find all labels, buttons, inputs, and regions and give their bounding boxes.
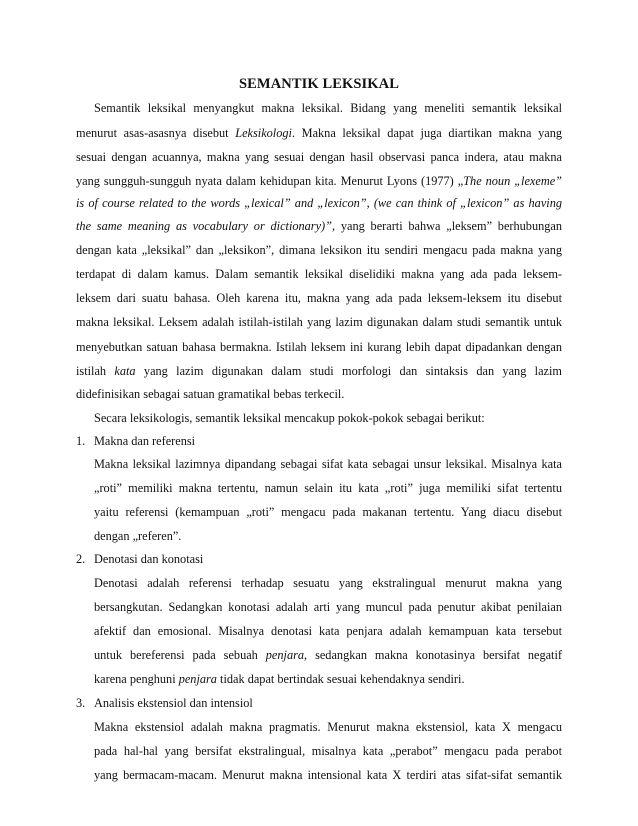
list-number: 3.	[76, 696, 86, 710]
paragraph-line: istilah kata yang lazim digunakan dalam studi morfologi dan sintaksis dan yang lazim	[76, 364, 562, 378]
paragraph-line: yang sungguh-sungguh nyata dalam kehidupan kita. Menurut Lyons (1977) „The noun „lexeme”	[76, 174, 562, 188]
document-title: SEMANTIK LEKSIKAL	[238, 76, 400, 92]
paragraph-line: sesuai dengan acuannya, makna yang sesuai dengan hasil observasi panca indera, atau makna	[76, 150, 562, 164]
list-line: yaitu referensi (kemampuan „roti” mengacu pada makanan tertentu. Yang diacu disebut	[94, 505, 562, 519]
list-line: „roti” memiliki makna tertentu, namun selain itu kata „roti” juga memiliki sifat tertentu	[94, 481, 562, 495]
list-line: dengan „referen”.	[94, 529, 182, 543]
paragraph-line	[76, 195, 562, 211]
list-line: Denotasi adalah referensi terhadap sesuatu yang ekstralingual menurut makna yang	[94, 576, 562, 590]
list-number: 1.	[76, 434, 86, 448]
emphasis-text: Leksikologi	[235, 126, 292, 140]
paragraph-line: terdapat di dalam kamus. Dalam semantik leksikal diselidiki makna yang ada pada leksem-	[76, 267, 562, 281]
list-heading: Denotasi dan konotasi	[94, 552, 204, 566]
list-line: Makna leksikal lazimnya dipandang sebagai sifat kata sebagai unsur leksikal. Misalnya kata	[94, 457, 562, 471]
emphasis-text: kata	[114, 364, 136, 378]
paragraph-line: Semantik leksikal menyangkut makna leksikal. Bidang yang meneliti semantik leksikal	[94, 101, 562, 115]
paragraph-line: menurut asas-asasnya disebut Leksikologi. Makna leksikal dapat juga diartikan makna yang	[76, 126, 562, 140]
quote-text: is of course related to the words „lexical” and „lexicon”, (we can think of „lexicon” as having	[76, 196, 562, 210]
list-line: bersangkutan. Sedangkan konotasi adalah arti yang muncul pada penutur akibat penilaian	[94, 600, 562, 614]
emphasis-text: penjara	[178, 672, 217, 686]
list-heading: Makna dan referensi	[94, 434, 196, 448]
list-heading: Analisis ekstensiol dan intensiol	[94, 696, 253, 710]
list-line: yang bermacam-macam. Menurut makna intensional kata X terdiri atas sifat-sifat semantik	[94, 768, 562, 782]
paragraph-line: leksem dari suatu bahasa. Oleh karena itu, makna yang ada pada leksem-leksem itu disebut	[76, 291, 562, 305]
list-intro: Secara leksikologis, semantik leksikal mencakup pokok-pokok sebagai berikut:	[94, 411, 485, 425]
paragraph-line: the same meaning as vocabulary or dictionary)”, yang berarti bahwa „leksem” berhubungan	[76, 219, 562, 233]
paragraph-line: dengan kata „leksikal” dan „leksikon”, dimana leksikon itu sendiri mengacu pada makna yang	[76, 243, 562, 257]
quote-text: the same meaning as vocabulary or dictionary)”,	[76, 219, 336, 233]
paragraph-line: menyebutkan satuan bahasa bermakna. Istilah leksem ini kurang lebih dapat dipadankan dengan	[76, 340, 562, 354]
paragraph-line: makna leksikal. Leksem adalah istilah-istilah yang lazim digunakan dalam studi semantik untuk	[76, 315, 562, 329]
list-line: afektif dan emosional. Misalnya denotasi kata penjara adalah kemampuan kata tersebut	[94, 624, 562, 638]
emphasis-text: penjara	[265, 648, 305, 662]
list-line: untuk bereferensi pada sebuah penjara, sedangkan makna konotasinya bersifat negatif	[94, 648, 562, 662]
quote-text: The noun „lexeme”	[463, 174, 562, 188]
list-line: Makna ekstensiol adalah makna pragmatis. Menurut makna ekstensiol, kata X mengacu	[94, 720, 562, 734]
list-line: pada hal-hal yang bersifat ekstralingual, misalnya kata „perabot” mengacu pada perabot	[94, 744, 562, 758]
list-number: 2.	[76, 552, 86, 566]
list-line: karena penghuni penjara tidak dapat bertindak sesuai kehendaknya sendiri.	[94, 672, 465, 686]
paragraph-line: didefinisikan sebagai satuan gramatikal bebas terkecil.	[76, 387, 345, 401]
